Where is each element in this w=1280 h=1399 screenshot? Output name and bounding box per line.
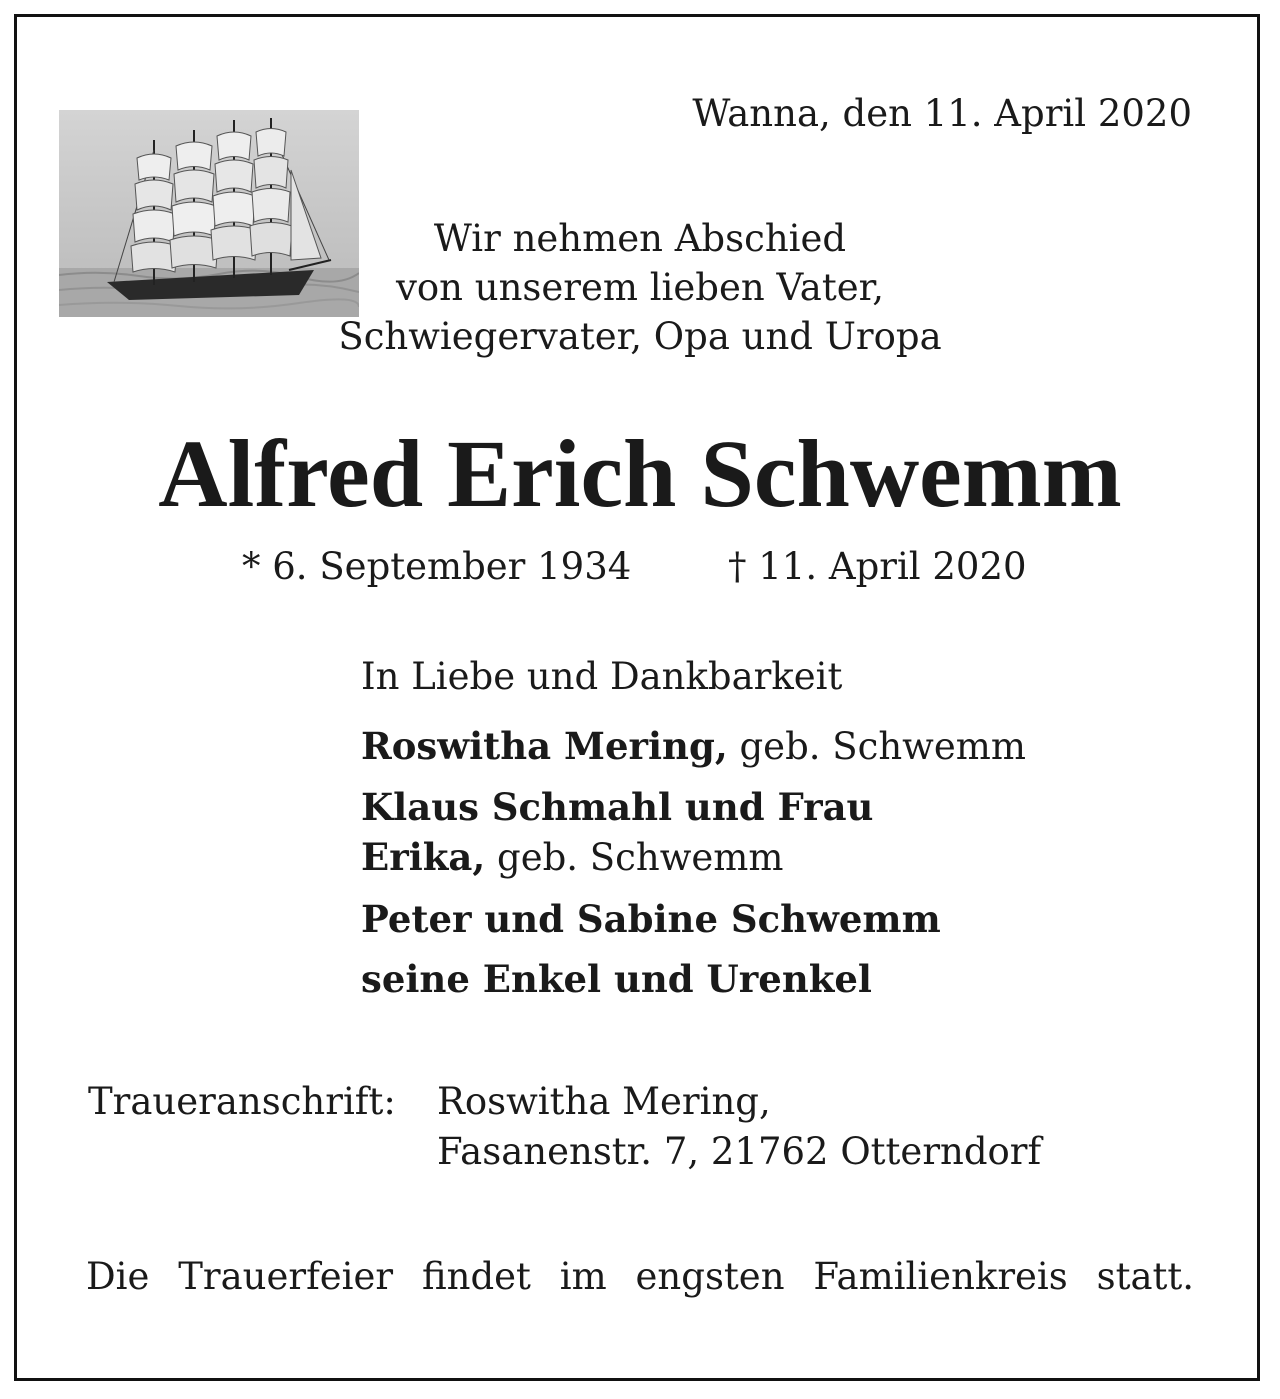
intro-line-2: von unserem lieben Vater, [395,266,884,309]
mourning-address-line-1: Roswitha Mering, [437,1080,771,1123]
death-date: † 11. April 2020 [728,545,1027,588]
mourning-address-label: Traueranschrift: [88,1080,396,1123]
family-entry-1-name: Roswitha Mering, [361,724,728,768]
family-entry-2-couple: Klaus Schmahl und Frau [361,785,874,829]
family-entry-3-text: Peter und Sabine Schwemm [361,897,941,941]
family-entry-2-name: Erika, [361,835,486,879]
family-entry-4-text: seine Enkel und Urenkel [361,957,872,1001]
family-entry-3 [361,897,941,941]
farewell-intro [0,214,1280,361]
intro-line-1: Wir nehmen Abschied [433,217,847,260]
intro-line-3: Schwiegervater, Opa und Uropa [338,315,942,358]
birth-date: * 6. September 1934 [242,545,632,588]
family-entry-2-line-1 [361,785,873,829]
deceased-name: Alfred Erich Schwemm [158,420,1122,527]
mourning-address-line-2: Fasanenstr. 7, 21762 Otterndorf [437,1130,1042,1173]
place-date: Wanna, den 11. April 2020 [692,92,1192,135]
family-entry-4 [361,957,872,1001]
family-entry-1-suffix: geb. Schwemm [739,725,1026,768]
family-entry-2-line-2 [361,835,783,879]
family-heading: In Liebe und Dankbarkeit [361,655,843,698]
family-entry-2-suffix: geb. Schwemm [497,836,784,879]
closing-note: Die Trauerfeier findet im engsten Familienkreis statt. [86,1255,1194,1298]
family-entry-1 [361,724,1026,768]
